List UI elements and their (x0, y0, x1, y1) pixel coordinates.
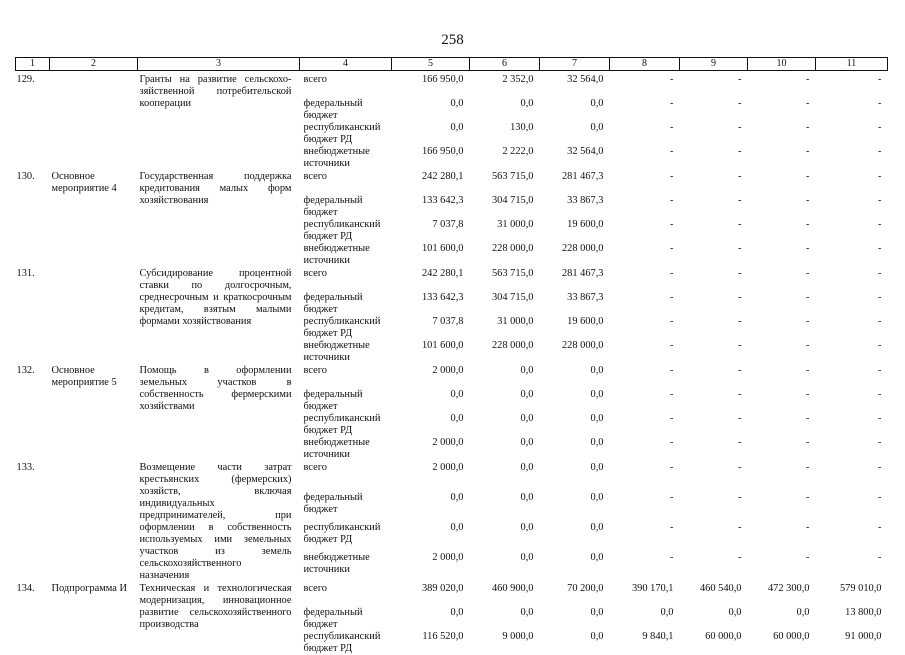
value-cell: 31 000,0 (497, 219, 534, 230)
value-cell: - (878, 122, 882, 133)
value-cell: 389 020,0 (421, 583, 464, 594)
value-cell: 0,0 (450, 607, 464, 618)
value-cell: - (670, 340, 674, 351)
value-cell: 32 564,0 (567, 146, 604, 157)
col-header-7: 7 (540, 58, 610, 71)
funding-source: республиканский бюджет РД (303, 219, 381, 242)
value-cell: - (738, 492, 742, 504)
value-cell: - (738, 365, 742, 376)
value-cell: 304 715,0 (491, 292, 534, 303)
value-cell: - (878, 365, 882, 376)
value-cell: 228 000,0 (561, 243, 604, 254)
row-number: 134. (16, 583, 35, 594)
value-cell: 0,0 (450, 389, 464, 400)
value-cell: 0,0 (590, 607, 604, 618)
value-cell: 7 037,8 (432, 219, 464, 230)
value-cell: 0,0 (520, 437, 534, 448)
col-header-5: 5 (392, 58, 470, 71)
value-cell: - (878, 74, 882, 85)
value-cell: 0,0 (450, 522, 464, 534)
row-number: 129. (16, 74, 35, 85)
value-cell: 0,0 (590, 122, 604, 133)
value-cell: 0,0 (520, 607, 534, 618)
value-cell: 0,0 (590, 98, 604, 109)
measure-description: Гранты на развитие сельскохо-зяйственной потребительской кооперации (139, 74, 292, 109)
value-cell: - (806, 340, 810, 351)
measure-name (50, 461, 138, 582)
funding-source: федеральный бюджет (303, 607, 363, 630)
value-cell: - (670, 365, 674, 376)
value-cell: - (806, 316, 810, 327)
funding-source: республиканский бюджет РД (303, 522, 381, 546)
value-cell: - (806, 462, 810, 473)
value-cell: - (670, 122, 674, 133)
value-cell: 472 300,0 (767, 583, 810, 594)
value-cell: 460 540,0 (699, 583, 742, 594)
value-cell: - (878, 292, 882, 303)
value-cell: - (670, 171, 674, 182)
row-number: 132. (16, 365, 35, 376)
funding-source: всего (303, 171, 327, 182)
value-cell: - (806, 389, 810, 400)
col-header-1: 1 (16, 58, 50, 71)
value-cell: - (878, 340, 882, 351)
measure-name (50, 267, 138, 364)
value-cell: - (670, 389, 674, 400)
funding-source: республиканский бюджет РД (303, 631, 381, 654)
value-cell: 70 200,0 (567, 583, 604, 594)
table-row (16, 170, 888, 195)
value-cell: - (738, 462, 742, 473)
col-header-8: 8 (610, 58, 680, 71)
value-cell: - (806, 171, 810, 182)
col-header-3: 3 (138, 58, 300, 71)
value-cell: - (878, 243, 882, 254)
table-row (16, 364, 888, 389)
value-cell: - (878, 522, 882, 534)
value-cell: - (878, 219, 882, 230)
measure-description: Субсидирование процентной ставки по долгосрочным, среднесрочным и краткосрочным кредитам, взятым малыми формами хозяйствования (139, 268, 292, 327)
value-cell: - (806, 98, 810, 109)
col-header-9: 9 (680, 58, 748, 71)
value-cell: - (806, 243, 810, 254)
value-cell: 0,0 (590, 522, 604, 534)
col-header-6: 6 (470, 58, 540, 71)
value-cell: 91 000,0 (845, 631, 882, 642)
value-cell: 0,0 (520, 552, 534, 564)
value-cell: - (670, 74, 674, 85)
value-cell: 33 867,3 (567, 292, 604, 303)
funding-source: республиканский бюджет РД (303, 122, 381, 145)
value-cell: - (670, 292, 674, 303)
value-cell: - (738, 389, 742, 400)
value-cell: - (738, 195, 742, 206)
value-cell: - (878, 413, 882, 424)
value-cell: 0,0 (520, 98, 534, 109)
value-cell: 7 037,8 (432, 316, 464, 327)
value-cell: - (670, 316, 674, 327)
measure-description: Государственная поддержка кредитования малых форм хозяйствования (139, 171, 292, 206)
value-cell: - (738, 122, 742, 133)
value-cell: 33 867,3 (567, 195, 604, 206)
value-cell: - (806, 146, 810, 157)
value-cell: - (738, 219, 742, 230)
column-header-row (16, 58, 888, 71)
funding-source: федеральный бюджет (303, 492, 363, 516)
value-cell: 19 600,0 (567, 316, 604, 327)
value-cell: 60 000,0 (773, 631, 810, 642)
value-cell: 2 000,0 (432, 462, 464, 473)
value-cell: - (738, 292, 742, 303)
value-cell: - (806, 74, 810, 85)
value-cell: 19 600,0 (567, 219, 604, 230)
value-cell: - (878, 552, 882, 564)
value-cell: - (738, 243, 742, 254)
value-cell: 0,0 (450, 413, 464, 424)
table-row (16, 73, 888, 98)
value-cell: 0,0 (590, 462, 604, 473)
value-cell: - (670, 437, 674, 448)
value-cell: 242 280,1 (421, 268, 464, 279)
value-cell: 0,0 (520, 522, 534, 534)
table-row (16, 582, 888, 607)
value-cell: 0,0 (450, 122, 464, 133)
funding-source: внебюджетные источники (303, 552, 370, 576)
funding-source: всего (303, 462, 327, 473)
table-row (16, 267, 888, 292)
value-cell: 116 520,0 (422, 631, 464, 642)
measure-description: Помощь в оформлении земельных участков в собственность фермерскими хозяйствами (139, 365, 292, 412)
measure-description: Техническая и технологическая модернизация, инновационное развитие сельскохозяйственного производства (139, 583, 292, 630)
value-cell: 390 170,1 (631, 583, 674, 594)
value-cell: - (670, 243, 674, 254)
value-cell: - (670, 552, 674, 564)
value-cell: - (806, 437, 810, 448)
value-cell: - (738, 316, 742, 327)
value-cell: 0,0 (660, 607, 674, 618)
value-cell: 0,0 (450, 492, 464, 504)
value-cell: 2 000,0 (432, 552, 464, 564)
measure-name: Основное мероприятие 4 (51, 171, 117, 194)
value-cell: 32 564,0 (567, 74, 604, 85)
value-cell: - (806, 413, 810, 424)
value-cell: - (738, 74, 742, 85)
value-cell: 101 600,0 (421, 243, 464, 254)
value-cell: 0,0 (590, 631, 604, 642)
value-cell: - (878, 492, 882, 504)
value-cell: 242 280,1 (421, 171, 464, 182)
row-number: 130. (16, 171, 35, 182)
measure-name (50, 73, 138, 170)
funding-source: всего (303, 74, 327, 85)
value-cell: 460 900,0 (491, 583, 534, 594)
value-cell: - (670, 268, 674, 279)
value-cell: - (806, 122, 810, 133)
value-cell: - (738, 146, 742, 157)
value-cell: - (878, 437, 882, 448)
value-cell: - (806, 292, 810, 303)
value-cell: - (806, 365, 810, 376)
value-cell: 0,0 (450, 98, 464, 109)
value-cell: - (806, 219, 810, 230)
col-header-10: 10 (748, 58, 816, 71)
value-cell: 2 000,0 (432, 437, 464, 448)
value-cell: - (878, 389, 882, 400)
value-cell: 130,0 (510, 122, 534, 133)
value-cell: 281 467,3 (561, 171, 604, 182)
row-number: 133. (16, 462, 35, 473)
value-cell: - (806, 492, 810, 504)
value-cell: - (670, 195, 674, 206)
funding-source: всего (303, 365, 327, 376)
value-cell: - (806, 195, 810, 206)
funding-source: федеральный бюджет (303, 389, 363, 412)
value-cell: - (878, 98, 882, 109)
value-cell: - (670, 462, 674, 473)
value-cell: 0,0 (590, 365, 604, 376)
funding-source: федеральный бюджет (303, 98, 363, 121)
value-cell: - (878, 462, 882, 473)
value-cell: 0,0 (590, 437, 604, 448)
value-cell: - (878, 195, 882, 206)
value-cell: - (878, 146, 882, 157)
value-cell: - (738, 522, 742, 534)
value-cell: - (878, 316, 882, 327)
value-cell: - (738, 268, 742, 279)
value-cell: - (738, 413, 742, 424)
value-cell: 166 950,0 (421, 146, 464, 157)
value-cell: 0,0 (796, 607, 810, 618)
value-cell: 281 467,3 (561, 268, 604, 279)
value-cell: 0,0 (590, 492, 604, 504)
value-cell: 304 715,0 (491, 195, 534, 206)
funding-source: внебюджетные источники (303, 146, 370, 169)
page-number: 258 (441, 32, 464, 48)
value-cell: 228 000,0 (491, 243, 534, 254)
col-header-11: 11 (816, 58, 888, 71)
value-cell: - (738, 340, 742, 351)
value-cell: 228 000,0 (491, 340, 534, 351)
value-cell: 0,0 (590, 389, 604, 400)
value-cell: 2 352,0 (502, 74, 534, 85)
value-cell: 563 715,0 (491, 171, 534, 182)
value-cell: - (806, 552, 810, 564)
value-cell: 101 600,0 (421, 340, 464, 351)
value-cell: 13 800,0 (845, 607, 882, 618)
funding-source: федеральный бюджет (303, 292, 363, 315)
value-cell: 579 010,0 (839, 583, 882, 594)
value-cell: - (738, 171, 742, 182)
budget-table (15, 57, 888, 655)
value-cell: - (670, 98, 674, 109)
table-row (16, 461, 888, 492)
measure-name: Подпрограмма И (51, 583, 127, 594)
value-cell: - (878, 268, 882, 279)
value-cell: 31 000,0 (497, 316, 534, 327)
value-cell: 0,0 (728, 607, 742, 618)
value-cell: 166 950,0 (421, 74, 464, 85)
value-cell: 2 000,0 (432, 365, 464, 376)
value-cell: 133 642,3 (421, 292, 464, 303)
value-cell: - (670, 492, 674, 504)
value-cell: - (670, 146, 674, 157)
value-cell: 2 222,0 (502, 146, 534, 157)
value-cell: 133 642,3 (421, 195, 464, 206)
value-cell: 0,0 (520, 413, 534, 424)
funding-source: республиканский бюджет РД (303, 316, 381, 339)
value-cell: 0,0 (520, 462, 534, 473)
funding-source: всего (303, 268, 327, 279)
value-cell: - (738, 437, 742, 448)
value-cell: 9 000,0 (502, 631, 534, 642)
value-cell: 0,0 (590, 413, 604, 424)
funding-source: всего (303, 583, 327, 594)
value-cell: 9 840,1 (642, 631, 674, 642)
value-cell: - (738, 552, 742, 564)
value-cell: - (878, 171, 882, 182)
funding-source: внебюджетные источники (303, 340, 370, 363)
funding-source: республиканский бюджет РД (303, 413, 381, 436)
col-header-4: 4 (300, 58, 392, 71)
value-cell: - (806, 522, 810, 534)
value-cell: - (670, 219, 674, 230)
row-number: 131. (16, 268, 35, 279)
funding-source: внебюджетные источники (303, 243, 370, 266)
value-cell: 0,0 (520, 389, 534, 400)
value-cell: 0,0 (520, 492, 534, 504)
measure-description: Возмещение части затрат крестьянских (фермерских) хозяйств, включая индивидуальных предпринимателей, при оформлении в собственность используемых ими земельных участков из земель сельскохозяйственного назначения (139, 462, 292, 581)
value-cell: 0,0 (520, 365, 534, 376)
value-cell: - (806, 268, 810, 279)
value-cell: - (738, 98, 742, 109)
value-cell: - (670, 522, 674, 534)
funding-source: внебюджетные источники (303, 437, 370, 460)
value-cell: 0,0 (590, 552, 604, 564)
funding-source: федеральный бюджет (303, 195, 363, 218)
value-cell: 60 000,0 (705, 631, 742, 642)
col-header-2: 2 (50, 58, 138, 71)
value-cell: - (670, 413, 674, 424)
value-cell: 228 000,0 (561, 340, 604, 351)
value-cell: 563 715,0 (491, 268, 534, 279)
measure-name: Основное мероприятие 5 (51, 365, 117, 388)
